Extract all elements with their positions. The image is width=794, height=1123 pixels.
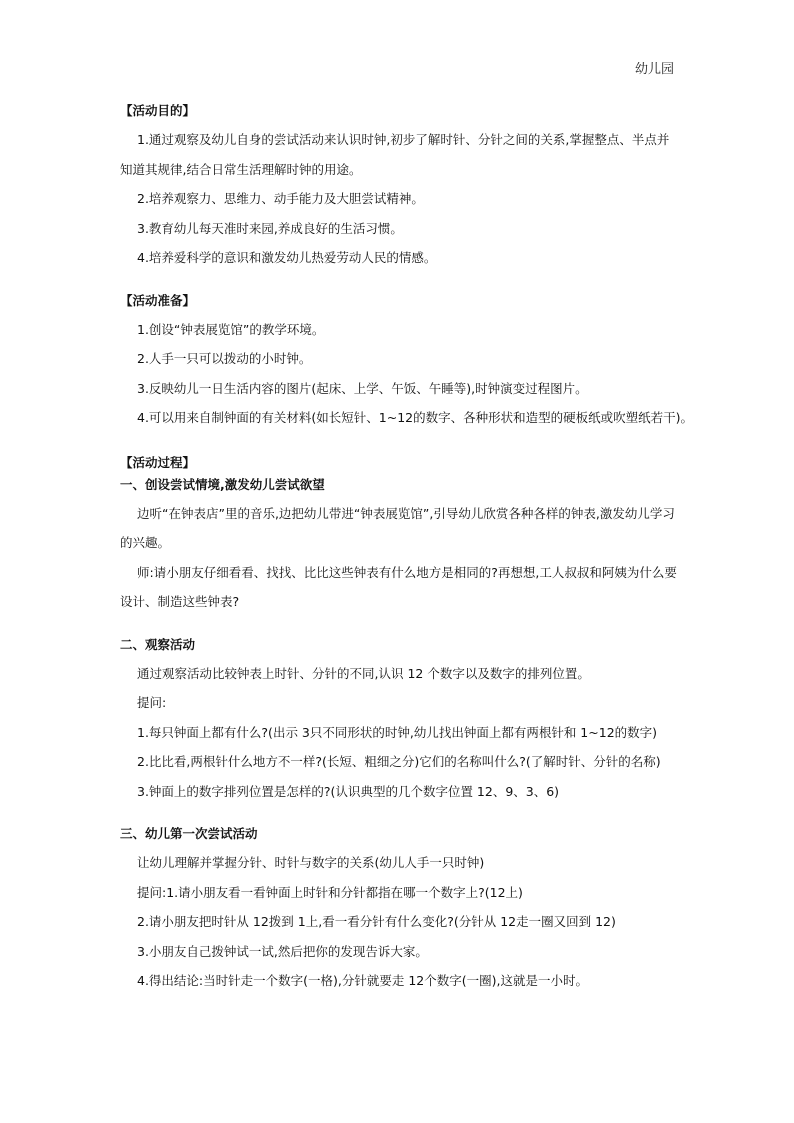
prep-item-3: 3.反映幼儿一日生活内容的图片(起床、上学、午饭、午睡等),时钟演变过程图片。 <box>137 380 588 396</box>
part1-para-1: 边听“在钟表店”里的音乐,边把幼儿带进“钟表展览馆”,引导幼儿欣赏各种各样的钟表,激发幼儿学习的兴趣。 <box>120 505 675 550</box>
part2-item-1: 通过观察活动比较钟表上时针、分针的不同,认识 12 个数字以及数字的排列位置。 <box>137 665 590 681</box>
part3-item-1: 让幼儿理解并掌握分针、时针与数字的关系(幼儿人手一只时钟) <box>137 855 485 870</box>
section-title-process: 【活动过程】 <box>120 454 196 470</box>
part3-item-2: 提问:1.请小朋友看一看钟面上时针和分针都指在哪一个数字上?(12上) <box>137 884 523 900</box>
subsection-title-1: 一、创设尝试情境,激发幼儿尝试欲望 <box>120 476 325 492</box>
part3-item-3: 2.请小朋友把时针从 12拨到 1上,看一看分针有什么变化?(分针从 12走一圈又回到 12) <box>137 914 616 929</box>
subsection-title-2: 二、观察活动 <box>120 636 196 652</box>
prep-item-1: 1.创设“钟表展览馆”的教学环境。 <box>137 321 325 337</box>
document-body <box>120 103 694 996</box>
part3-item-5: 4.得出结论:当时针走一个数字(一格),分针就要走 12个数字(一圈),这就是一小时。 <box>137 973 588 988</box>
goal-item-2: 2.培养观察力、思维力、动手能力及大胆尝试精神。 <box>137 191 424 206</box>
page-header-label: 幼儿园 <box>634 62 674 77</box>
goal-item-3: 3.教育幼儿每天准时来园,养成良好的生活习惯。 <box>137 220 403 236</box>
subsection-title-3: 三、幼儿第一次尝试活动 <box>120 826 258 841</box>
part2-item-3: 1.每只钟面上都有什么?(出示 3只不同形状的时钟,幼儿找出钟面上都有两根针和 1~12的数字) <box>137 724 658 740</box>
part2-item-5: 3.钟面上的数字排列位置是怎样的?(认识典型的几个数字位置 12、9、3、6) <box>137 783 560 799</box>
part2-item-2: 提问: <box>137 695 167 710</box>
goal-item-1: 1.通过观察及幼儿自身的尝试活动来认识时钟,初步了解时针、分针之间的关系,掌握整点、半点并知道其规律,结合日常生活理解时钟的用途。 <box>120 132 670 177</box>
prep-item-4: 4.可以用来自制钟面的有关材料(如长短针、1~12的数字、各种形状和造型的硬板纸或吹塑纸若干)。 <box>137 410 694 425</box>
prep-item-2: 2.人手一只可以拨动的小时钟。 <box>137 351 312 366</box>
part3-item-4: 3.小朋友自己拨钟试一试,然后把你的发现告诉大家。 <box>137 943 428 959</box>
part2-item-4: 2.比比看,两根针什么地方不一样?(长短、粗细之分)它们的名称叫什么?(了解时针、分针的名称) <box>137 754 661 769</box>
section-title-goals: 【活动目的】 <box>120 103 196 118</box>
part1-para-2: 师:请小朋友仔细看看、找找、比比这些钟表有什么地方是相同的?再想想,工人叔叔和阿姨为什么要设计、制造这些钟表? <box>120 564 677 609</box>
section-title-prep: 【活动准备】 <box>120 292 196 308</box>
goal-item-4: 4.培养爱科学的意识和激发幼儿热爱劳动人民的情感。 <box>137 250 437 265</box>
